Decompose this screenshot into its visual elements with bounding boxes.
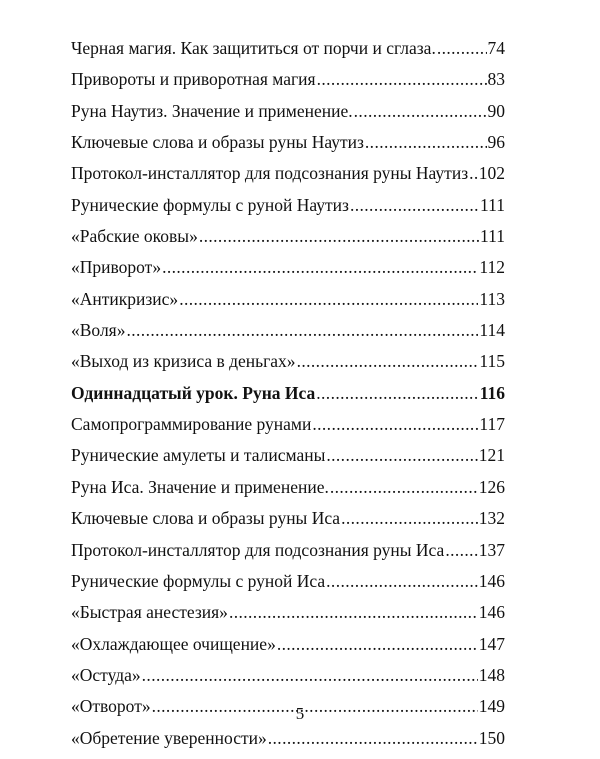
toc-entry-title: «Охлаждающее очищение» — [71, 633, 276, 654]
dot-leader — [469, 163, 478, 184]
dot-leader — [365, 132, 487, 153]
toc-entry-title: «Остуда» — [71, 664, 141, 685]
toc-entry — [71, 728, 505, 759]
dot-leader — [142, 665, 478, 686]
toc-entry-page: 112 — [479, 257, 505, 278]
dot-leader — [341, 508, 478, 529]
toc-entry — [71, 351, 505, 382]
toc-entry-page: 149 — [478, 696, 505, 717]
toc-entry-page: 121 — [478, 445, 505, 466]
dot-leader — [199, 226, 479, 247]
toc-entry-title: Ключевые слова и образы руны Иса — [71, 508, 341, 529]
dot-leader — [126, 320, 478, 341]
dot-leader — [316, 383, 478, 404]
toc-entry-page: 115 — [479, 351, 505, 372]
toc-entry-page: 147 — [478, 633, 505, 654]
toc-entry-title: «Выход из кризиса в деньгах» — [71, 351, 296, 372]
dot-leader — [330, 477, 478, 498]
toc-entry-page: 132 — [478, 508, 505, 529]
toc-entry-title: «Быстрая анестезия» — [71, 602, 228, 623]
toc-entry-title: Ключевые слова и образы руны Наутиз — [71, 132, 364, 153]
toc-entry-title: Рунические формулы с руной Иса — [71, 570, 326, 591]
page-number: 5 — [295, 704, 305, 723]
dot-leader — [297, 351, 479, 372]
toc-entry-page: 146 — [478, 602, 505, 623]
toc-entry-title: Самопрограммирование рунами — [71, 414, 312, 435]
toc-entry-title: «Приворот» — [71, 257, 162, 278]
toc-entry-page: 96 — [487, 132, 505, 153]
dot-leader — [229, 602, 478, 623]
toc-entry — [71, 383, 505, 414]
toc-entry-title: Одиннадцатый урок. Руна Иса — [71, 382, 316, 403]
toc-entry-title: Рунические формулы с руной Наутиз — [71, 194, 349, 215]
toc-entry — [71, 132, 505, 163]
toc-entry — [71, 477, 505, 508]
toc-entry-title: Черная магия. Как защититься от порчи и сглаза. — [71, 38, 436, 58]
toc-entry-page: 137 — [478, 539, 505, 560]
toc-entry-title: «Обретение уверенности» — [71, 727, 267, 748]
toc-entry-title: Руна Наутиз. Значение и применение. — [71, 100, 353, 121]
dot-leader — [268, 728, 478, 749]
toc-entry-title: Привороты и приворотная магия — [71, 69, 316, 90]
toc-entry-page: 126 — [478, 476, 505, 497]
toc-entry-page: 111 — [480, 226, 505, 247]
dot-leader — [350, 195, 479, 216]
toc-entry-page: 113 — [479, 288, 505, 309]
toc-entry-page: 111 — [480, 194, 505, 215]
toc-entry — [71, 665, 505, 696]
toc-entry — [71, 602, 505, 633]
dot-leader — [437, 38, 487, 59]
table-of-contents — [71, 38, 505, 759]
toc-entry — [71, 634, 505, 665]
toc-entry — [71, 195, 505, 226]
dot-leader — [162, 257, 478, 278]
dot-leader — [317, 69, 487, 90]
toc-entry-page: 90 — [487, 100, 505, 121]
dot-leader — [326, 571, 478, 592]
toc-entry — [71, 508, 505, 539]
toc-entry — [71, 38, 505, 69]
toc-entry-page: 116 — [479, 382, 505, 403]
toc-entry-title: «Отворот» — [71, 696, 151, 717]
toc-entry-page: 150 — [478, 727, 505, 748]
dot-leader — [445, 540, 477, 561]
toc-entry — [71, 257, 505, 288]
dot-leader — [277, 634, 478, 655]
toc-entry-page: 74 — [487, 38, 505, 58]
toc-entry-title: «Воля» — [71, 320, 126, 341]
toc-entry-title: Протокол-инсталлятор для подсознания руны Наутиз — [71, 163, 469, 184]
toc-entry-title: «Антикризис» — [71, 288, 179, 309]
toc-entry — [71, 414, 505, 445]
toc-entry — [71, 289, 505, 320]
toc-entry-page: 148 — [478, 664, 505, 685]
toc-entry-title: «Рабские оковы» — [71, 226, 198, 247]
toc-entry — [71, 101, 505, 132]
toc-entry-page: 102 — [478, 163, 505, 184]
toc-entry-page: 117 — [479, 414, 505, 435]
toc-entry — [71, 445, 505, 476]
dot-leader — [312, 414, 478, 435]
toc-entry — [71, 320, 505, 351]
dot-leader — [326, 445, 477, 466]
toc-entry — [71, 69, 505, 100]
toc-entry — [71, 540, 505, 571]
toc-entry-page: 146 — [478, 570, 505, 591]
toc-entry-page: 83 — [487, 69, 505, 90]
toc-entry-title: Протокол-инсталлятор для подсознания руны Иса — [71, 539, 445, 560]
dot-leader — [354, 101, 487, 122]
toc-entry-title: Рунические амулеты и талисманы — [71, 445, 326, 466]
toc-entry-title: Руна Иса. Значение и применение. — [71, 476, 329, 497]
dot-leader — [179, 289, 478, 310]
toc-entry — [71, 163, 505, 194]
toc-entry — [71, 571, 505, 602]
toc-entry-page: 114 — [479, 320, 505, 341]
toc-entry — [71, 226, 505, 257]
